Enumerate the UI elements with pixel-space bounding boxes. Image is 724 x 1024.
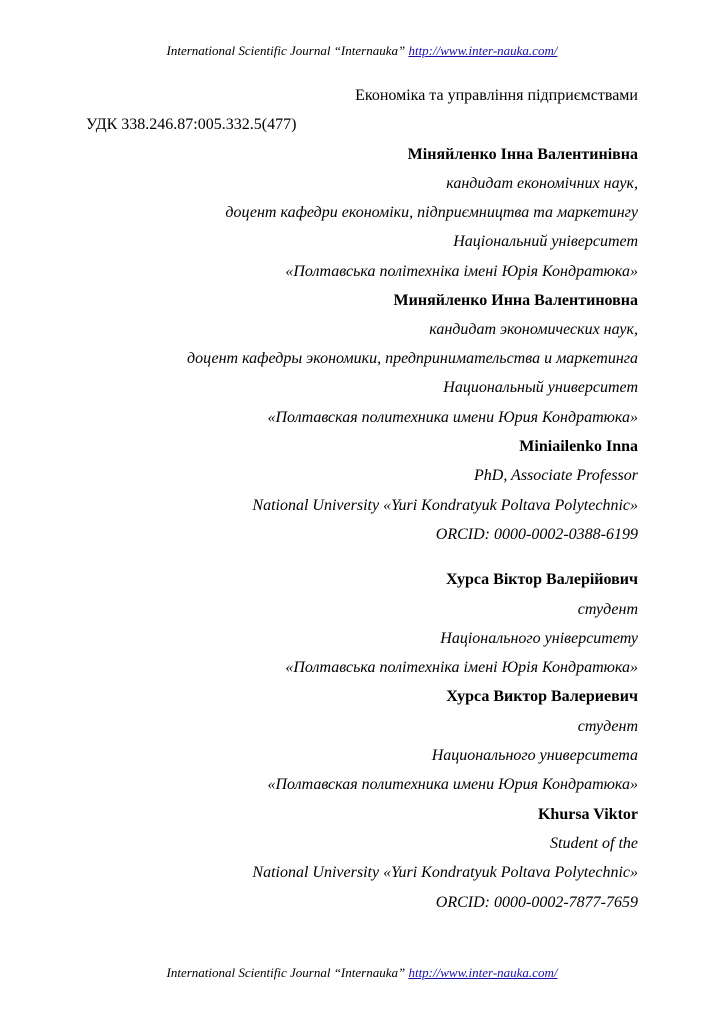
author2-name-ru: Хурса Виктор Валериевич (446, 688, 638, 705)
author1-name-en: Miniailenko Inna (519, 438, 638, 455)
author1-orcid: ORCID: 0000-0002-0388-6199 (435, 526, 638, 543)
author2-orcid: ORCID: 0000-0002-7877-7659 (435, 894, 638, 911)
author1-university-ru-line2: «Полтавская политехника имени Юрия Кондратюка» (267, 409, 638, 426)
page-header (0, 43, 724, 59)
author1-degree-en: PhD, Associate Professor (474, 467, 638, 484)
page-footer (0, 965, 724, 981)
author2-university-ua-line1: Національного університету (440, 630, 638, 647)
author2-university-ru-line1: Национального университета (431, 747, 638, 764)
author1-degree-ua: кандидат економічних наук, (446, 175, 638, 192)
footer-journal-title: International Scientific Journal “Internauka” (166, 965, 406, 980)
author2-status-en: Student of the (550, 835, 638, 852)
journal-link[interactable]: http://www.inter-nauka.com/ (408, 43, 558, 58)
author2-name-en: Khursa Viktor (537, 806, 638, 823)
author1-name-ua: Міняйленко Інна Валентинівна (407, 146, 638, 163)
author2-university-en: National University «Yuri Kondratyuk Poltava Polytechnic» (252, 864, 638, 881)
author1-position-ru: доцент кафедры экономики, предпринимательства и маркетинга (187, 350, 638, 367)
author1-position-ua: доцент кафедри економіки, підприємництва та маркетингу (225, 204, 638, 221)
author1-university-ua-line1: Національний університет (453, 233, 638, 250)
author1-degree-ru: кандидат экономических наук, (429, 321, 638, 338)
author1-university-en: National University «Yuri Kondratyuk Poltava Polytechnic» (252, 497, 638, 514)
author2-university-ru-line2: «Полтавская политехника имени Юрия Кондратюка» (267, 776, 638, 793)
author1-university-ua-line2: «Полтавська політехніка імені Юрія Кондратюка» (285, 263, 638, 280)
author2-name-ua: Хурса Віктор Валерійович (446, 571, 638, 588)
journal-title: International Scientific Journal “Internauka” (166, 43, 406, 58)
footer-journal-link[interactable]: http://www.inter-nauka.com/ (408, 965, 558, 980)
author2-status-ru: студент (577, 718, 638, 735)
section-title: Економіка та управління підприємствами (355, 87, 638, 104)
author1-university-ru-line1: Национальный университет (443, 379, 638, 396)
author1-name-ru: Миняйленко Инна Валентиновна (393, 292, 638, 309)
author2-university-ua-line2: «Полтавська політехніка імені Юрія Кондратюка» (285, 659, 638, 676)
udc-code: УДК 338.246.87:005.332.5(477) (86, 116, 297, 133)
author2-status-ua: студент (577, 601, 638, 618)
